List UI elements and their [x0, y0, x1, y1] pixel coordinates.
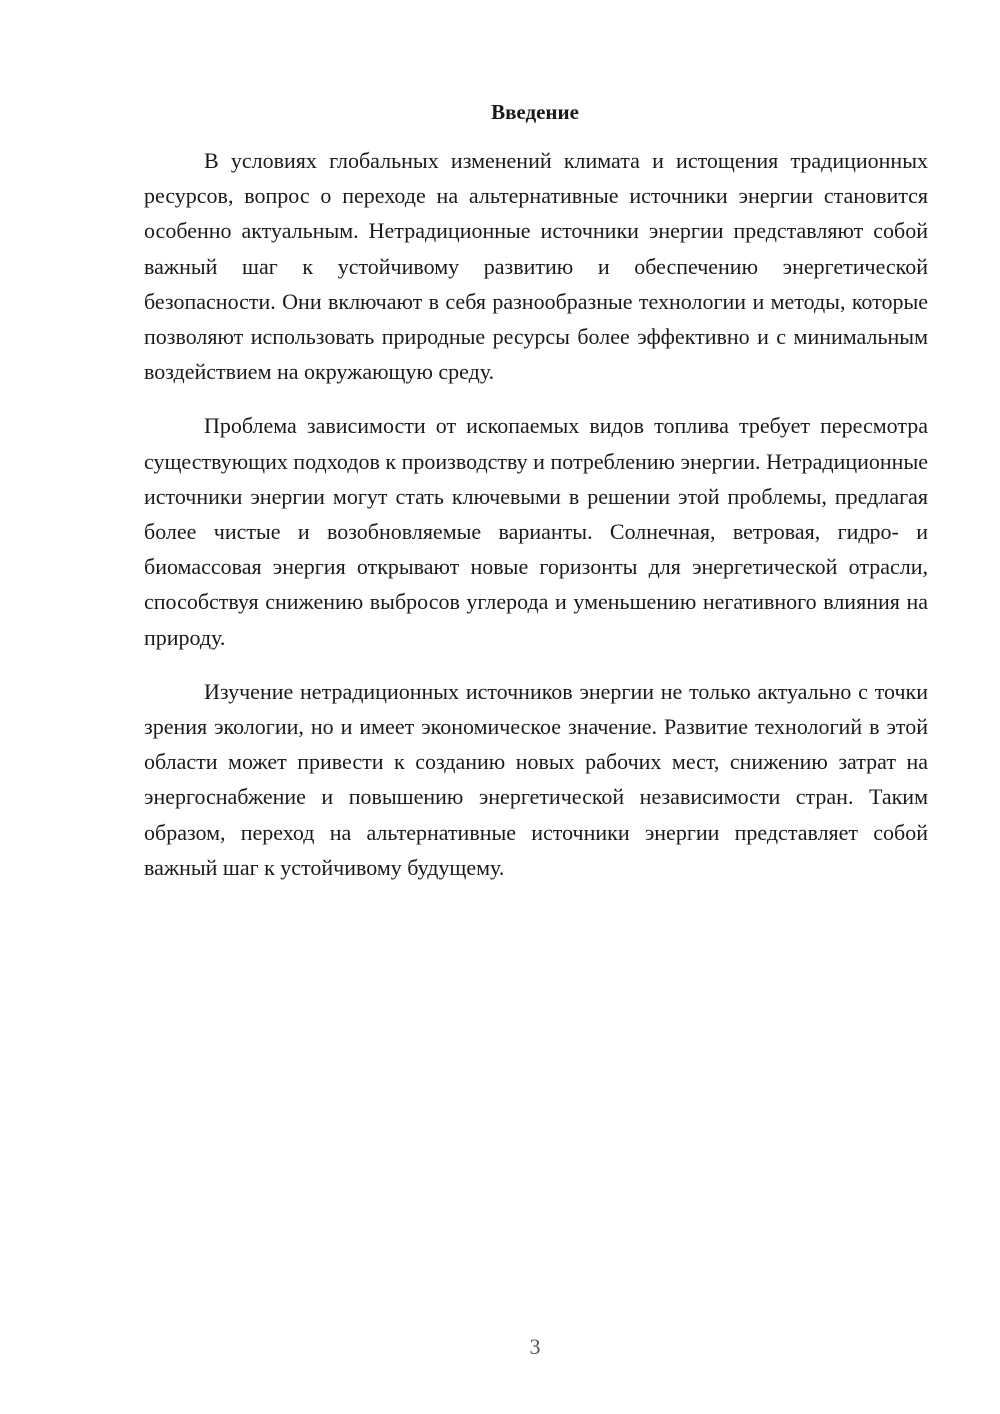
- paragraph-3: Изучение нетрадиционных источников энергии не только актуально с точки зрения экологии, но и имеет экономическое значение. Развитие технологий в этой области может привести к созданию новых рабочих мест, снижению затрат на энергоснабжение и повышению энергетической независимости стран. Таким образом, переход на альтернативные источники энергии представляет собой важный шаг к устойчивому будущему.: [144, 678, 928, 880]
- paragraph-2: Проблема зависимости от ископаемых видов топлива требует пересмотра существующих подходов к производству и потреблению энергии. Нетрадиционные источники энергии могут стать ключевыми в решении этой проблемы, предлагая более чистые и возобновляемые варианты. Солнечная, ветровая, гидро- и биомассовая энергия открывают новые горизонты для энергетической отрасли, способствуя снижению выбросов углерода и уменьшению негативного влияния на природу.: [144, 413, 928, 650]
- body-text: [144, 143, 928, 885]
- page-number: 3: [529, 1334, 541, 1359]
- section-heading: Введение: [491, 100, 579, 124]
- paragraph-1: В условиях глобальных изменений климата и истощения традиционных ресурсов, вопрос о переходе на альтернативные источники энергии становится особенно актуальным. Нетрадиционные источники энергии представляют собой важный шаг к устойчивому развитию и обеспечению энергетической безопасности. Они включают в себя разнообразные технологии и методы, которые позволяют использовать природные ресурсы более эффективно и с минимальным воздействием на окружающую среду.: [144, 148, 928, 385]
